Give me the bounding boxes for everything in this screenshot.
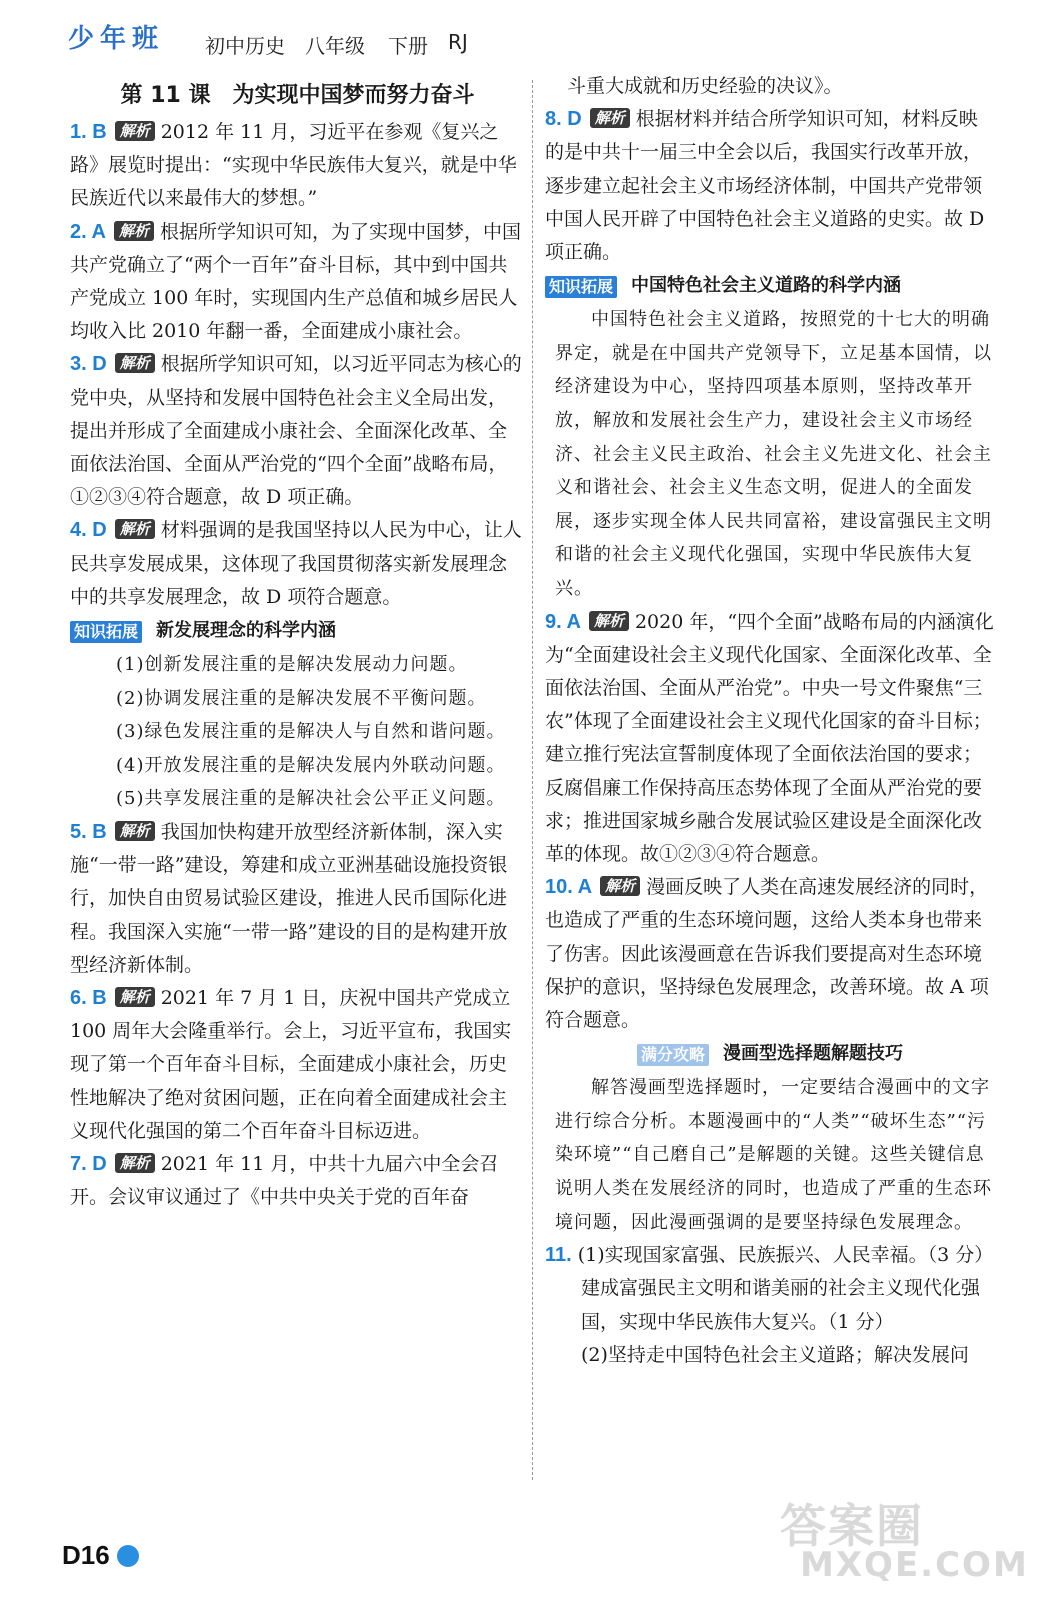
answer-text: 我国加快构建开放型经济新体制，深入实施“一带一路”建设，筹建和成立亚洲基础设施投资银行，加快自由贸易试验区建设，推进人民币国际化进程。我国深入实施“一带一路”建设的目的是构建开放型经济新体制。 — [70, 821, 508, 976]
right-column — [545, 70, 995, 1372]
watermark-url: MXQE.COM — [800, 1545, 1029, 1585]
analysis-tag: 解析 — [115, 353, 155, 373]
extension-body: 中国特色社会主义道路，按照党的十七大的明确界定，就是在中国共产党领导下，立足基本国情，以经济建设为中心，坚持四项基本原则，坚持改革开放，解放和发展社会生产力，建设社会主义市场经济、社会主义民主政治、社会主义先进文化、社会主义和谐社会、社会主义生态文明，促进人的全面发展，逐步实现全体人民共同富裕，建设富强民主文明和谐的社会主义现代化强国，实现中华民族伟大复兴。 — [555, 309, 992, 599]
analysis-tag: 解析 — [115, 121, 155, 141]
strategy-header — [545, 1037, 995, 1071]
answer-text: 漫画反映了人类在高速发展经济的同时，也造成了严重的生态环境问题，这给人类本身也带来了伤害。因此该漫画意在告诉我们要提高对生态环境保护的意识，坚持绿色发展理念，改善环境。故 A 项符合题意。 — [545, 876, 989, 1031]
page-header — [0, 0, 1042, 70]
edition-label: RJ — [448, 30, 468, 54]
lesson-title: 第 11 课 为实现中国梦而努力奋斗 — [120, 83, 475, 108]
answer-text: 2021 年 11 月，中共十九届六中全会召开。会议审议通过了《中共中央关于党的百年奋 — [70, 1153, 499, 1209]
left-column — [70, 70, 525, 1214]
grade-label: 八年级 — [305, 34, 365, 58]
answer-item-1 — [70, 116, 525, 216]
analysis-tag: 解析 — [115, 519, 155, 539]
answer-number: 9. A — [545, 610, 581, 633]
answer-item-10 — [545, 871, 995, 1037]
answer-item-8 — [545, 103, 995, 269]
analysis-tag: 解析 — [600, 876, 640, 896]
extension-title: 新发展理念的科学内涵 — [156, 620, 337, 642]
analysis-tag: 解析 — [590, 108, 630, 128]
extension-line: (5)共享发展注重的是解决社会公平正义问题。 — [116, 788, 506, 810]
extension-tag: 知识拓展 — [70, 621, 142, 643]
answer-item-2 — [70, 216, 525, 349]
answer-text: 根据所学知识可知，为了实现中国梦，中国共产党确立了“两个一百年”奋斗目标，其中到中国共产党成立 100 年时，实现国内生产总值和城乡居民人均收入比 2010 年翻一番，全面建成小康社会。 — [70, 220, 521, 343]
page-number: D16 — [62, 1540, 110, 1570]
answer-text: 2020 年，“四个全面”战略布局的内涵演化为“全面建设社会主义现代化国家、全面深化改革、全面依法治国、全面从严治党”。中央一号文件聚焦“三农”体现了全面建设社会主义现代化国家的奋斗目标；建立推行宪法宣誓制度体现了全面依法治国的要求；反腐倡廉工作保持高压态势体现了全面从严治党的要求；推进国家城乡融合发展试验区建设是全面深化改革的体现。故①②③④符合题意。 — [545, 610, 994, 865]
answer-number: 10. A — [545, 876, 593, 899]
extension-line: (2)协调发展注重的是解决发展不平衡问题。 — [116, 687, 487, 709]
strategy-tag: 满分攻略 — [637, 1044, 709, 1066]
volume-label: 下册 — [388, 34, 428, 58]
analysis-tag: 解析 — [589, 611, 629, 631]
watermark-logo: 答案圈 — [780, 1499, 924, 1553]
answer-text: 根据材料并结合所学知识可知，材料反映的是中共十一届三中全会以后，我国实行改革开放，逐步建立起社会主义市场经济体制，中国共产党带领中国人民开辟了中国特色社会主义道路的史实。故 D 项正确。 — [545, 108, 985, 264]
brand-logo: 少年班 — [68, 24, 165, 54]
continued-text: 斗重大成就和历史经验的决议》。 — [567, 75, 843, 97]
answer-item-3 — [70, 348, 525, 514]
answer-number: 3. D — [70, 353, 107, 376]
strategy-body: 解答漫画型选择题时，一定要结合漫画中的文字进行综合分析。本题漫画中的“人类”“破坏生态”“污染环境”“自己磨自己”是解题的关键。这些关键信息说明人类在发展经济的同时，也造成了严重的生态环境问题，因此漫画强调的是要坚持绿色发展理念。 — [555, 1077, 992, 1233]
analysis-tag: 解析 — [114, 221, 154, 241]
page-marker-icon — [117, 1545, 139, 1567]
answer-text: 根据所学知识可知，以习近平同志为核心的党中央，从坚持和发展中国特色社会主义全局出发，提出并形成了全面建成小康社会、全面深化改革、全面依法治国、全面从严治党的“四个全面”战略布局，①②③④符合题意，故 D 项正确。 — [70, 353, 522, 509]
answer-item-11 — [545, 1239, 995, 1272]
subject-label: 初中历史 — [205, 34, 285, 58]
answer-line: 建成富强民主文明和谐美丽的社会主义现代化强国，实现中华民族伟大复兴。（1 分） — [581, 1277, 981, 1333]
answer-number: 8. D — [545, 108, 582, 131]
answer-item-6 — [70, 982, 525, 1148]
extension-header — [70, 614, 525, 648]
answer-number: 2. A — [70, 220, 106, 243]
answer-text: 2021 年 7 月 1 日，庆祝中国共产党成立 100 周年大会隆重举行。会上，习近平宣布，我国实现了第一个百年奋斗目标，全面建成小康社会，历史性地解决了绝对贫困问题，正在向着全面建成社会主义现代化强国的第二个百年奋斗目标迈进。 — [70, 987, 512, 1142]
answer-number: 11. — [545, 1244, 572, 1267]
analysis-tag: 解析 — [115, 1153, 155, 1173]
column-divider — [532, 80, 533, 1480]
answer-text: 材料强调的是我国坚持以人民为中心，让人民共享发展成果，这体现了我国贯彻落实新发展理念中的共享发展理念，故 D 项符合题意。 — [70, 519, 522, 608]
answer-number: 1. B — [70, 121, 107, 143]
answer-line: (1)实现国家富强、民族振兴、人民幸福。（3 分） — [577, 1244, 994, 1267]
answer-item-4 — [70, 514, 525, 614]
analysis-tag: 解析 — [115, 987, 155, 1007]
extension-line: (4)开放发展注重的是解决发展内外联动问题。 — [116, 754, 506, 776]
answer-item-9 — [545, 606, 995, 872]
answer-number: 5. B — [70, 821, 107, 844]
answer-number: 4. D — [70, 519, 107, 542]
extension-line: (3)绿色发展注重的是解决人与自然和谐问题。 — [116, 721, 506, 743]
answer-item-5 — [70, 816, 525, 982]
analysis-tag: 解析 — [115, 821, 155, 841]
answer-text: 2012 年 11 月，习近平在参观《复兴之路》展览时提出：“实现中华民族伟大复兴，就是中华民族近代以来最伟大的梦想。” — [70, 121, 517, 210]
extension-line: (1)创新发展注重的是解决发展动力问题。 — [116, 654, 468, 676]
answer-number: 6. B — [70, 987, 107, 1010]
extension-title: 中国特色社会主义道路的科学内涵 — [631, 275, 902, 297]
answer-item-7 — [70, 1148, 525, 1214]
extension-header — [545, 269, 995, 303]
strategy-title: 漫画型选择题解题技巧 — [723, 1043, 903, 1065]
answer-line: (2)坚持走中国特色社会主义道路；解决发展问 — [581, 1343, 969, 1366]
extension-tag: 知识拓展 — [545, 276, 617, 298]
answer-number: 7. D — [70, 1153, 107, 1176]
